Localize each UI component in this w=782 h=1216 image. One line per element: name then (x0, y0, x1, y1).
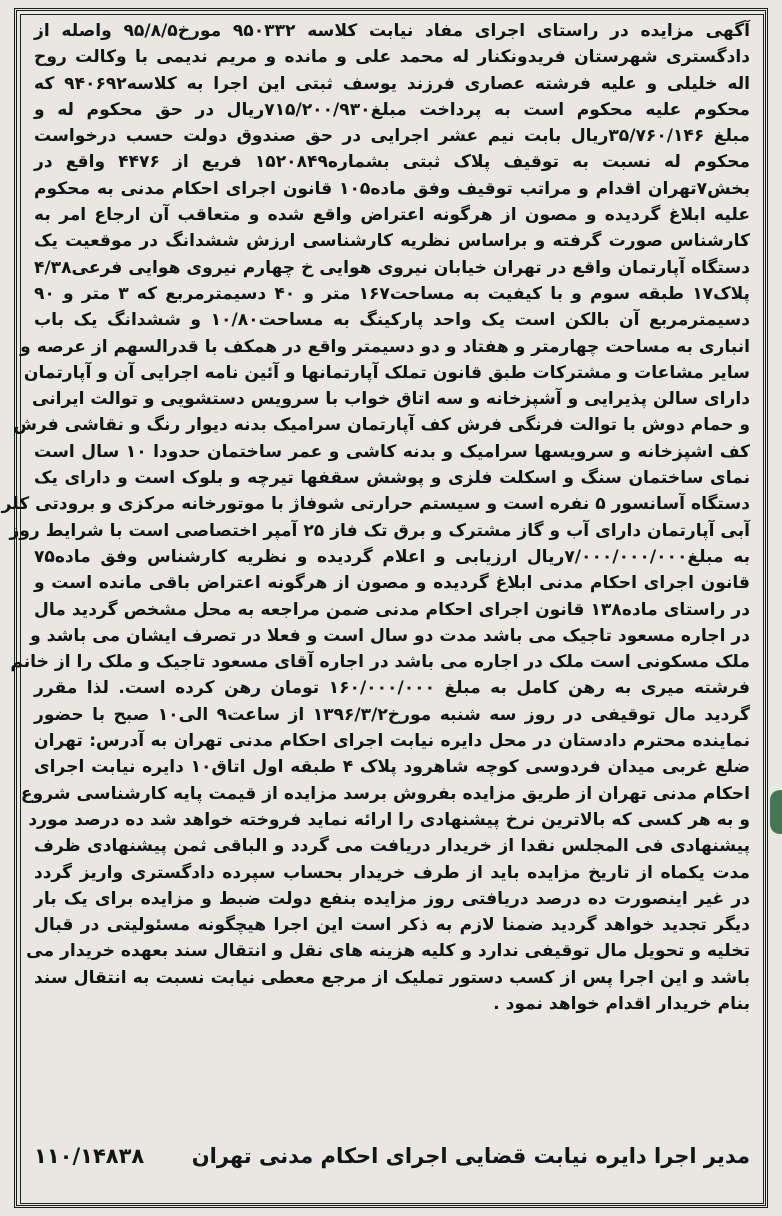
signature-line: مدیر اجرا دایره نیابت قضایی اجرای احکام مدنی تهران (191, 1144, 750, 1168)
notice-text-line: اله خلیلی و علیه فرشته عصاری فرزند یوسف ثبتی این اجرا به کلاسه۹۴۰۶۹۲ که (34, 73, 750, 94)
page-edge-tab (770, 790, 782, 834)
notice-text-line: دسیمترمربع آن بالکن است یک واحد پارکینگ به مساحت۱۰/۸۰ و ششدانگ یک باب (34, 310, 750, 331)
notice-text-line: محکوم علیه محکوم است به پرداخت مبلغ۷۱۵/۲۰۰/۹۳۰ریال در حق محکوم له و (34, 99, 751, 120)
notice-text-line: ضلع غربی میدان فردوسی کوچه شاهرود پلاک ۴ طبقه اول اتاق۱۰ دایره نیابت اجرای (34, 757, 750, 778)
notice-text-line: آبی آپارتمان دارای آب و گاز مشترک و برق تک فاز ۲۵ آمپر اختصاصی است با شرایط روز (9, 520, 750, 541)
notice-text-line: سایر مشاعات و مشترکات طبق قانون تملک آپارتمانها و آئین نامه اجرایی آن و آپارتمان (23, 362, 750, 383)
notice-text-line: بخش۷تهران اقدام و مراتب توقیف وفق ماده۱۰۵ قانون اجرای احکام مدنی به محکوم (34, 178, 750, 199)
notice-text-line: مبلغ ۳۵/۷۶۰/۱۴۶ریال بابت نیم عشر اجرایی در حق صندوق دولت حسب درخواست (34, 126, 750, 147)
notice-text-line: دادگستری شهرستان فریدونکنار له محمد علی و مانده و مریم ندیمی با وکالت روح (34, 47, 750, 68)
notice-text-line: بنام خریدار اقدام خواهد نمود . (493, 993, 750, 1014)
notice-text-line: پیشنهادی فی المجلس نقدا از خریدار دریافت می گردد و الباقی ثمن پیشنهادی ظرف (34, 836, 750, 857)
notice-text-line: باشد و این اجرا پس از کسب دستور تملیک از مرجع معطی نیابت نسبت به انتقال سند (34, 967, 750, 988)
reference-number: ۱۱۰/۱۴۸۳۸ (34, 1144, 145, 1168)
notice-text-line: تخلیه و تحویل مال توقیفی ندارد و کلیه هزینه های نقل و انتقال سند بعهده خریدار می (26, 941, 750, 962)
notice-text-line: و به هر کسی که بالاترین نرخ پیشنهادی را ارائه نماید فروخته خواهد شد ده درصد مورد (28, 809, 750, 830)
notice-text-line: در اجاره مسعود تاجیک می باشد مدت دو سال است و فعلا در تصرف ایشان می باشد و (30, 625, 750, 646)
notice-text-line: در غیر اینصورت ده درصد دریافتی روز مزایده بنفع دولت ضبط و مزایده برای یک بار (34, 888, 750, 909)
notice-text-line: احکام مدنی تهران از طریق مزایده بفروش برسد مزایده از قیمت پایه کارشناسی شروع (20, 783, 750, 804)
notice-text-line: گردید مال توقیفی در روز سه شنبه مورخ۱۳۹۶/۳/۲ از ساعت۹ الی۱۰ صبح با حضور (34, 704, 750, 725)
notice-text-line: دستگاه آپارتمان واقع در تهران خیابان نیروی هوایی خ چهارم نیروی هوایی فرعی۴/۳۸ (34, 257, 750, 278)
notice-text-line: کارشناس صورت گرفته و براساس نظریه کارشناسی ارزش ششدانگ در موقعیت یک (34, 231, 750, 252)
notice-text-line: انباری به مساحت چهارمتر و هفتاد و دو دسیمتر واقع در همکف با قدرالسهم از عرصه و (20, 336, 750, 357)
notice-text-line: آگهی مزایده در راستای اجرای مفاد نیابت کلاسه ۹۵۰۳۳۲ مورخ۹۵/۸/۵ واصله از (34, 21, 750, 41)
notice-text-line: محکوم له نسبت به توقیف پلاک ثبتی بشماره۱۵۲۰۸۴۹ فریع از ۴۴۷۶ واقع در (34, 152, 750, 173)
notice-text-line: دستگاه آسانسور ۵ نفره است و سیستم حرارتی شوفاژ با موتورخانه مرکزی و برودتی کلر (1, 494, 750, 515)
notice-text-line: به مبلغ۷/۰۰۰/۰۰۰/۰۰۰ریال ارزیابی و اعلام گردیده و نظریه کارشناس وفق ماده۷۵ (34, 546, 750, 567)
notice-text-line: ملک مسکونی است ملک در اجاره می باشد در اجاره آقای مسعود تاجیک و ملک را از خانم (10, 652, 750, 673)
notice-footer (34, 1136, 750, 1176)
notice-text-line: علیه ابلاغ گردیده و مصون از هرگونه اعتراض واقع شده و متعاقب آن ارجاع امر به (34, 205, 750, 226)
notice-text-line: نماینده محترم دادستان در محل دایره نیابت اجرای احکام مدنی تهران به آدرس: تهران (34, 731, 750, 752)
auction-notice-body (1, 18, 751, 1017)
notice-text-line: در راستای ماده۱۳۸ قانون اجرای احکام مدنی ضمن مراجعه به محل مشخص گردید مال (34, 599, 751, 620)
notice-text-line: دارای سالن پذیرایی و آشپزخانه و سه اتاق خواب با سرویس دستشویی و توالت ایرانی (31, 389, 750, 410)
notice-text-line: فرشته میری به رهن کامل به مبلغ ۱۶۰/۰۰۰/۰۰۰ تومان رهن کرده است. لذا مقرر (34, 678, 750, 699)
notice-text-line: دیگر تجدید خواهد گردید ضمنا لازم به ذکر است این اجرا هیچگونه مسئولیتی در قبال (34, 915, 750, 936)
notice-text-line: قانون اجرای احکام مدنی ابلاغ گردیده و مصون از هرگونه اعتراض باقی مانده است و (34, 573, 750, 594)
notice-text-line: کف اشپزخانه و سرویسها سرامیک و بدنه کاشی و عمر ساختمان حدودا ۱۰ سال است (34, 441, 750, 462)
notice-text-line: پلاک۱۷ طبقه سوم و با کیفیت به مساحت۱۶۷ متر و ۴۰ دسیمترمربع که ۳ متر و ۹۰ (34, 283, 750, 304)
notice-text-line: مدت یکماه از تاریخ مزایده باید از طرف خریدار بحساب سپرده دادگستری واریز گردد (34, 862, 750, 883)
notice-text-line: نمای ساختمان سنگ و اسکلت فلزی و پوشش سقفها تیرچه و بلوک است و دارای یک (34, 468, 750, 489)
notice-text-line: و حمام دوش با توالت فرنگی فرش کف آپارتمان سرامیک بدنه دیوار رنگ و نقاشی فرش (13, 415, 750, 436)
